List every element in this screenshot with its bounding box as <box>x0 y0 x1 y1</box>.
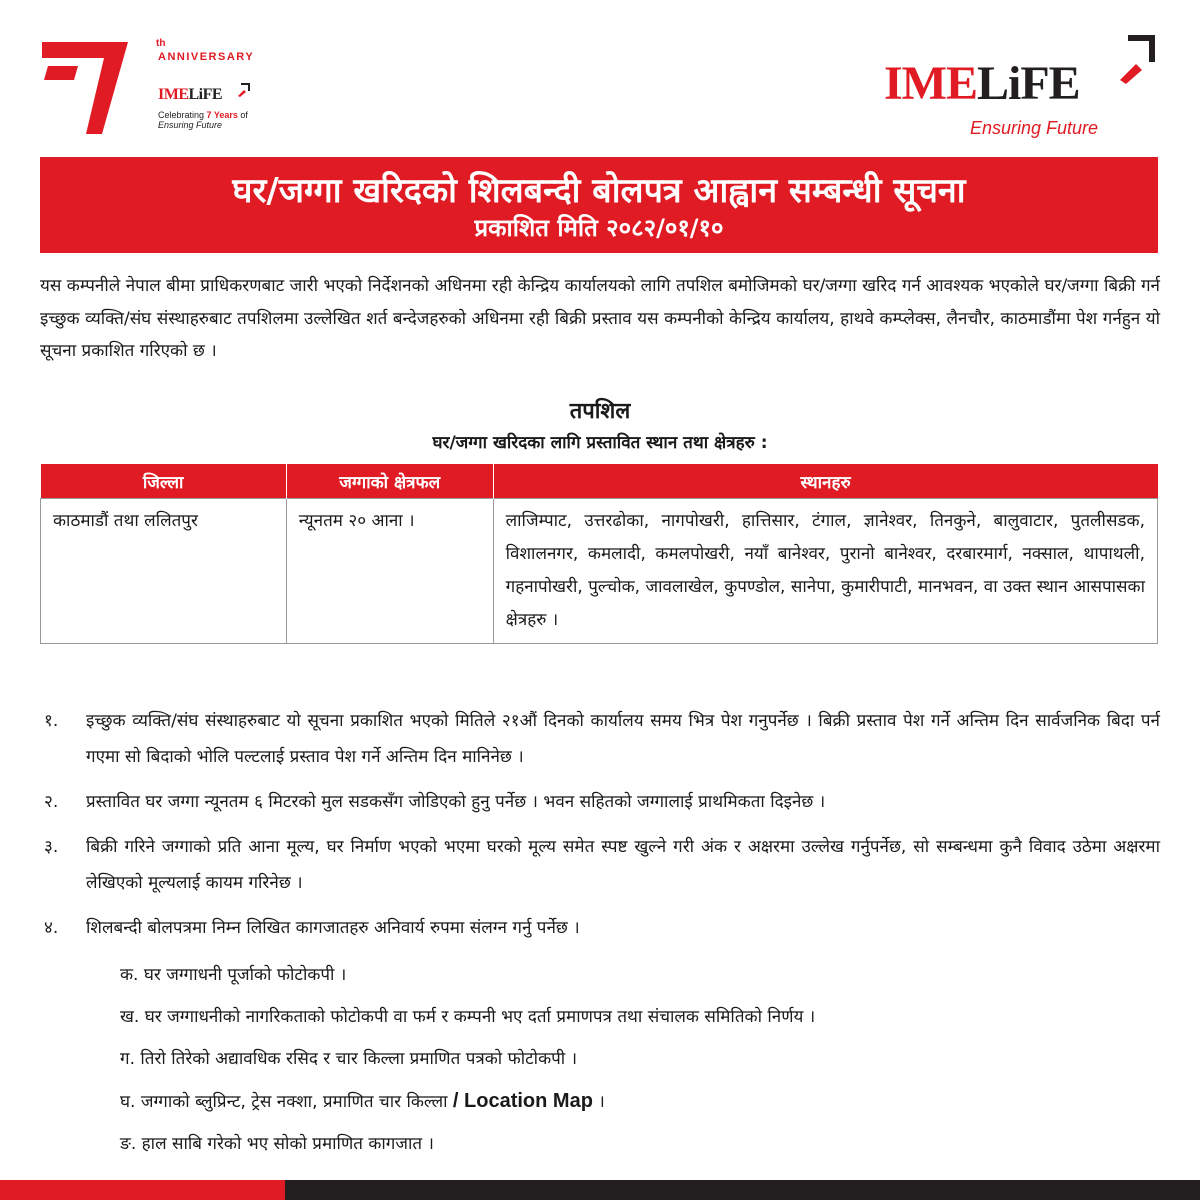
celebrating-text: Celebrating 7 Years of Ensuring Future <box>158 110 248 130</box>
cell-district: काठमाडौं तथा ललितपुर <box>41 499 287 644</box>
seven-anniversary-icon <box>40 38 130 134</box>
tapashil-heading: तपशिल <box>569 399 631 424</box>
subitem-kha: ख. घर जग्गाधनीको नागरिकताको फोटोकपी वा फर्म र कम्पनी भए दर्ता प्रमाणपत्र तथा संचालक समितिको निर्णय । <box>120 1007 816 1027</box>
footer-bar <box>0 1180 1200 1200</box>
tapashil-subheading: घर/जग्गा खरिदका लागि प्रस्तावित स्थान तथा क्षेत्रहरु : <box>432 433 768 453</box>
brand-mark-icon <box>236 82 250 98</box>
subitem-ka: क. घर जग्गाधनी पूर्जाको फोटोकपी । <box>120 965 347 985</box>
logo-tagline: Ensuring Future <box>970 118 1099 138</box>
item-text: शिलबन्दी बोलपत्रमा निम्न लिखित कागजातहरु अनिवार्य रुपमा संलग्न गर्नु पर्नेछ । <box>86 918 580 938</box>
header-places: स्थानहरु <box>493 464 1157 499</box>
mini-brand-logo: IMELiFE <box>158 86 223 103</box>
anniversary-th: th <box>156 38 166 49</box>
item-number: १. <box>44 711 59 731</box>
logo-wordmark: IMELiFE <box>884 57 1080 110</box>
ime-life-logo <box>884 34 1164 144</box>
conditions-list <box>40 703 1160 1157</box>
list-item <box>40 784 1160 820</box>
item-text: बिक्री गरिने जग्गाको प्रति आना मूल्य, घर निर्माण भएको भएमा घरको मूल्य समेत स्पष्ट खुल्ने गरी अंक र अक्षरमा उल्लेख गर्नुपर्नेछ, सो सम्बन्धमा कुनै विवाद उठेमा अक्षरमा लेखिएको मूल्यलाई कायम गरिनेछ । <box>86 837 1160 893</box>
item-text: प्रस्तावित घर जग्गा न्यूनतम ६ मिटरको मुल सडकसँग जोडिएको हुनु पर्नेछ । भवन सहितको जग्गालाई प्राथमिकता दिइनेछ । <box>86 792 826 812</box>
list-item <box>40 910 1160 946</box>
anniversary-label: ANNIVERSARY <box>158 51 255 63</box>
intro-paragraph: यस कम्पनीले नेपाल बीमा प्राधिकरणबाट जारी भएको निर्देशनको अधिनमा रही केन्द्रिय कार्यालयको लागि तपशिल बमोजिमको घर/जग्गा खरिद गर्न आवश्यक भएकोले घर/जग्गा बिक्री गर्न इच्छुक व्यक्ति/संघ संस्थाहरुबाट तपशिलमा उल्लेखित शर्त बन्देजहरुको अधिनमा रही बिक्री प्रस्ताव यस कम्पनीको केन्द्रिय कार्यालय, हाथवे कम्प्लेक्स, लैनचौर, काठमाडौंमा पेश गर्नहुन यो सूचना प्रकाशित गरिएको छ । <box>40 276 1160 361</box>
footer-dark-segment <box>285 1180 1200 1200</box>
anniversary-logo <box>40 38 255 138</box>
item-number: ४. <box>44 918 59 938</box>
list-item <box>40 703 1160 775</box>
publish-date: प्रकाशित मिति २०८२/०१/१० <box>474 214 724 242</box>
cell-places: लाजिम्पाट, उत्तरढोका, नागपोखरी, हात्तिसार, टंगाल, ज्ञानेश्वर, तिनकुने, बालुवाटार, पुतलीसडक, विशालनगर, कमलादी, कमलपोखरी, नयाँ बानेश्वर, पुरानो बानेश्वर, दरबारमार्ग, नक्साल, थापाथली, गहनापोखरी, पुल्चोक, जावलाखेल, कुपण्डोल, सानेपा, कुमारीपाटी, मानभवन, वा उक्त स्थान आसपासका क्षेत्रहरु । <box>493 499 1157 644</box>
table-row <box>41 499 1158 644</box>
table-header-row <box>41 464 1158 499</box>
item-number: ३. <box>44 837 59 857</box>
notice-title: घर/जग्गा खरिदको शिलबन्दी बोलपत्र आह्वान सम्बन्धी सूचना <box>232 171 966 211</box>
location-table <box>40 464 1158 644</box>
list-item <box>40 829 1160 901</box>
item-text: इच्छुक व्यक्ति/संघ संस्थाहरुबाट यो सूचना प्रकाशित भएको मितिले २१औं दिनको कार्यालय समय भित्र पेश गनुपर्नेछ । बिक्री प्रस्ताव पेश गर्ने अन्तिम दिन सार्वजनिक बिदा पर्न गएमा सो बिदाको भोलि पल्टलाई प्रस्ताव पेश गर्ने अन्तिम दिन मानिनेछ । <box>86 711 1160 767</box>
subitem-ga: ग. तिरो तिरेको अद्यावधिक रसिद र चार किल्ला प्रमाणित पत्रको फोटोकपी । <box>120 1049 578 1069</box>
footer-red-segment <box>0 1180 285 1200</box>
subitem-nga: ङ. हाल साबि गरेको भए सोको प्रमाणित कागजात । <box>120 1134 434 1154</box>
title-banner <box>40 157 1158 253</box>
item-number: २. <box>44 792 59 812</box>
cell-area: न्यूनतम २० आना । <box>286 499 493 644</box>
header-district: जिल्ला <box>41 464 287 499</box>
subitem-gha: घ. जग्गाको ब्लुप्रिन्ट, ट्रेस नक्शा, प्रमाणित चार किल्ला / Location Map । <box>120 1090 605 1112</box>
header-area: जग्गाको क्षेत्रफल <box>286 464 493 499</box>
logo-mark-icon <box>1116 34 1156 86</box>
